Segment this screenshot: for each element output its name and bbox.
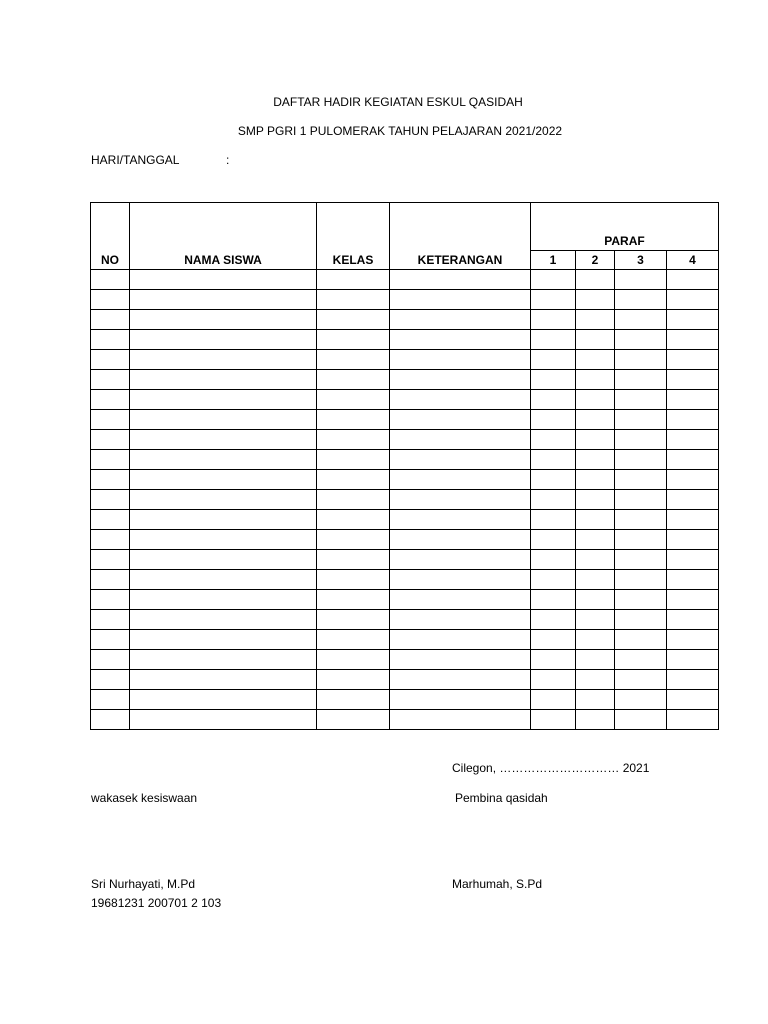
table-cell (390, 470, 531, 490)
table-row (91, 550, 719, 570)
table-cell (130, 450, 317, 470)
table-cell (91, 650, 130, 670)
table-cell (531, 630, 576, 650)
table-row (91, 490, 719, 510)
table-cell (531, 310, 576, 330)
table-row (91, 470, 719, 490)
table-cell (91, 330, 130, 350)
document-title: DAFTAR HADIR KEGIATAN ESKUL QASIDAH (273, 95, 523, 109)
table-cell (91, 310, 130, 330)
table-cell (130, 530, 317, 550)
table-cell (531, 550, 576, 570)
table-cell (615, 390, 667, 410)
table-cell (576, 310, 615, 330)
table-cell (91, 350, 130, 370)
table-cell (615, 410, 667, 430)
table-cell (390, 270, 531, 290)
table-cell (390, 450, 531, 470)
date-colon: : (226, 153, 230, 167)
table-cell (576, 490, 615, 510)
left-signatory-role: wakasek kesiswaan (91, 791, 198, 805)
table-cell (91, 610, 130, 630)
table-cell (576, 630, 615, 650)
table-cell (531, 490, 576, 510)
table-cell (91, 690, 130, 710)
table-cell (317, 350, 390, 370)
table-cell (91, 670, 130, 690)
table-row (91, 270, 719, 290)
table-cell (390, 370, 531, 390)
table-cell (390, 590, 531, 610)
table-cell (615, 590, 667, 610)
table-cell (531, 510, 576, 530)
table-cell (576, 590, 615, 610)
table-cell (390, 610, 531, 630)
table-cell (615, 450, 667, 470)
table-cell (667, 490, 719, 510)
table-row (91, 430, 719, 450)
table-cell (91, 290, 130, 310)
table-cell (576, 610, 615, 630)
table-cell (531, 290, 576, 310)
table-cell (317, 450, 390, 470)
table-cell (667, 510, 719, 530)
table-row (91, 390, 719, 410)
table-cell (531, 450, 576, 470)
table-cell (130, 430, 317, 450)
table-cell (130, 490, 317, 510)
table-cell (576, 670, 615, 690)
table-cell (130, 610, 317, 630)
table-cell (91, 450, 130, 470)
table-cell (667, 450, 719, 470)
table-cell (615, 710, 667, 730)
table-cell (130, 350, 317, 370)
table-row (91, 650, 719, 670)
table-cell (615, 530, 667, 550)
table-cell (615, 550, 667, 570)
table-cell (91, 570, 130, 590)
table-cell (317, 550, 390, 570)
table-cell (390, 690, 531, 710)
table-cell (130, 630, 317, 650)
table-cell (531, 330, 576, 350)
table-cell (390, 510, 531, 530)
table-cell (531, 690, 576, 710)
table-cell (576, 510, 615, 530)
table-cell (615, 370, 667, 390)
table-cell (531, 710, 576, 730)
document-subtitle: SMP PGRI 1 PULOMERAK TAHUN PELAJARAN 2021/2022 (237, 124, 563, 138)
table-cell (317, 710, 390, 730)
table-cell (130, 590, 317, 610)
header-kelas: KELAS (317, 203, 390, 270)
table-cell (531, 390, 576, 410)
table-cell (130, 330, 317, 350)
table-cell (317, 510, 390, 530)
table-cell (576, 530, 615, 550)
table-row (91, 670, 719, 690)
right-signatory-role: Pembina qasidah (455, 791, 548, 805)
table-cell (667, 690, 719, 710)
table-cell (667, 410, 719, 430)
table-cell (576, 550, 615, 570)
table-row (91, 450, 719, 470)
table-cell (531, 350, 576, 370)
table-cell (317, 310, 390, 330)
table-cell (576, 430, 615, 450)
table-cell (91, 510, 130, 530)
table-cell (91, 370, 130, 390)
table-cell (91, 270, 130, 290)
table-cell (130, 270, 317, 290)
table-cell (130, 370, 317, 390)
paraf-col-4: 4 (667, 251, 719, 270)
table-cell (576, 270, 615, 290)
table-cell (390, 650, 531, 670)
table-cell (390, 530, 531, 550)
table-cell (130, 390, 317, 410)
table-cell (667, 270, 719, 290)
table-cell (615, 430, 667, 450)
table-cell (317, 430, 390, 450)
table-cell (667, 390, 719, 410)
table-cell (615, 330, 667, 350)
table-cell (615, 610, 667, 630)
table-cell (667, 310, 719, 330)
left-signatory-nip: 19681231 200701 2 103 (91, 896, 222, 910)
table-cell (531, 410, 576, 430)
table-cell (317, 570, 390, 590)
table-cell (317, 470, 390, 490)
table-cell (615, 310, 667, 330)
table-cell (667, 570, 719, 590)
table-cell (615, 290, 667, 310)
table-cell (576, 410, 615, 430)
table-cell (130, 410, 317, 430)
table-cell (531, 590, 576, 610)
table-cell (576, 330, 615, 350)
table-cell (130, 650, 317, 670)
table-cell (130, 310, 317, 330)
table-cell (130, 510, 317, 530)
table-cell (667, 670, 719, 690)
table-cell (615, 510, 667, 530)
table-row (91, 330, 719, 350)
table-cell (576, 450, 615, 470)
header-paraf: PARAF (531, 203, 719, 251)
table-row (91, 410, 719, 430)
table-row (91, 310, 719, 330)
table-row (91, 350, 719, 370)
table-cell (317, 490, 390, 510)
table-cell (91, 630, 130, 650)
table-row (91, 530, 719, 550)
table-cell (390, 330, 531, 350)
table-cell (390, 290, 531, 310)
table-cell (667, 330, 719, 350)
table-cell (130, 290, 317, 310)
table-cell (390, 710, 531, 730)
table-cell (91, 470, 130, 490)
date-label: HARI/TANGGAL (91, 153, 180, 167)
table-cell (130, 690, 317, 710)
table-cell (317, 690, 390, 710)
table-cell (667, 650, 719, 670)
table-cell (667, 610, 719, 630)
table-cell (531, 610, 576, 630)
table-cell (317, 410, 390, 430)
table-cell (91, 590, 130, 610)
table-cell (390, 490, 531, 510)
table-cell (531, 470, 576, 490)
table-cell (317, 290, 390, 310)
table-cell (615, 470, 667, 490)
table-cell (667, 590, 719, 610)
table-row (91, 610, 719, 630)
table-cell (91, 410, 130, 430)
table-cell (317, 530, 390, 550)
table-cell (531, 670, 576, 690)
table-cell (531, 430, 576, 450)
right-signatory-name: Marhumah, S.Pd (452, 877, 543, 891)
table-cell (667, 470, 719, 490)
table-cell (531, 370, 576, 390)
paraf-col-3: 3 (615, 251, 667, 270)
table-row (91, 630, 719, 650)
table-cell (576, 570, 615, 590)
table-cell (615, 570, 667, 590)
table-cell (130, 570, 317, 590)
table-cell (317, 590, 390, 610)
table-row (91, 570, 719, 590)
attendance-table (90, 202, 719, 730)
table-row (91, 690, 719, 710)
paraf-col-1: 1 (531, 251, 576, 270)
table-cell (615, 490, 667, 510)
table-cell (317, 610, 390, 630)
table-cell (667, 550, 719, 570)
table-cell (615, 630, 667, 650)
table-cell (317, 390, 390, 410)
table-cell (317, 650, 390, 670)
attendance-table-body (91, 270, 719, 730)
table-cell (390, 550, 531, 570)
table-cell (667, 530, 719, 550)
table-cell (531, 270, 576, 290)
table-row (91, 590, 719, 610)
table-row (91, 370, 719, 390)
table-cell (390, 310, 531, 330)
table-cell (317, 630, 390, 650)
table-cell (576, 370, 615, 390)
table-cell (317, 270, 390, 290)
table-cell (91, 550, 130, 570)
table-cell (130, 670, 317, 690)
table-cell (91, 530, 130, 550)
table-cell (390, 630, 531, 650)
table-cell (576, 290, 615, 310)
table-row (91, 710, 719, 730)
table-cell (576, 690, 615, 710)
table-cell (91, 710, 130, 730)
header-nama-siswa: NAMA SISWA (130, 203, 317, 270)
table-cell (667, 290, 719, 310)
header-no: NO (91, 203, 130, 270)
table-cell (615, 690, 667, 710)
table-cell (576, 710, 615, 730)
place-date: Cilegon, ………………………… 2021 (452, 761, 650, 775)
table-cell (615, 670, 667, 690)
table-cell (667, 710, 719, 730)
paraf-col-2: 2 (576, 251, 615, 270)
table-cell (317, 370, 390, 390)
table-cell (130, 550, 317, 570)
table-cell (576, 350, 615, 370)
table-cell (531, 530, 576, 550)
left-signatory-name: Sri Nurhayati, M.Pd (91, 877, 196, 891)
table-cell (615, 650, 667, 670)
table-cell (667, 370, 719, 390)
table-cell (390, 390, 531, 410)
header-keterangan: KETERANGAN (390, 203, 531, 270)
table-cell (615, 270, 667, 290)
table-cell (531, 650, 576, 670)
table-row (91, 290, 719, 310)
table-cell (91, 430, 130, 450)
table-cell (317, 670, 390, 690)
table-cell (576, 650, 615, 670)
table-cell (667, 630, 719, 650)
table-header-row (91, 203, 719, 251)
table-cell (91, 390, 130, 410)
table-cell (667, 350, 719, 370)
table-cell (130, 710, 317, 730)
table-cell (390, 410, 531, 430)
table-cell (576, 470, 615, 490)
table-cell (390, 670, 531, 690)
table-cell (91, 490, 130, 510)
table-cell (531, 570, 576, 590)
table-row (91, 510, 719, 530)
table-cell (390, 430, 531, 450)
table-cell (390, 350, 531, 370)
table-cell (390, 570, 531, 590)
table-cell (130, 470, 317, 490)
table-cell (615, 350, 667, 370)
table-cell (317, 330, 390, 350)
table-cell (667, 430, 719, 450)
table-cell (576, 390, 615, 410)
